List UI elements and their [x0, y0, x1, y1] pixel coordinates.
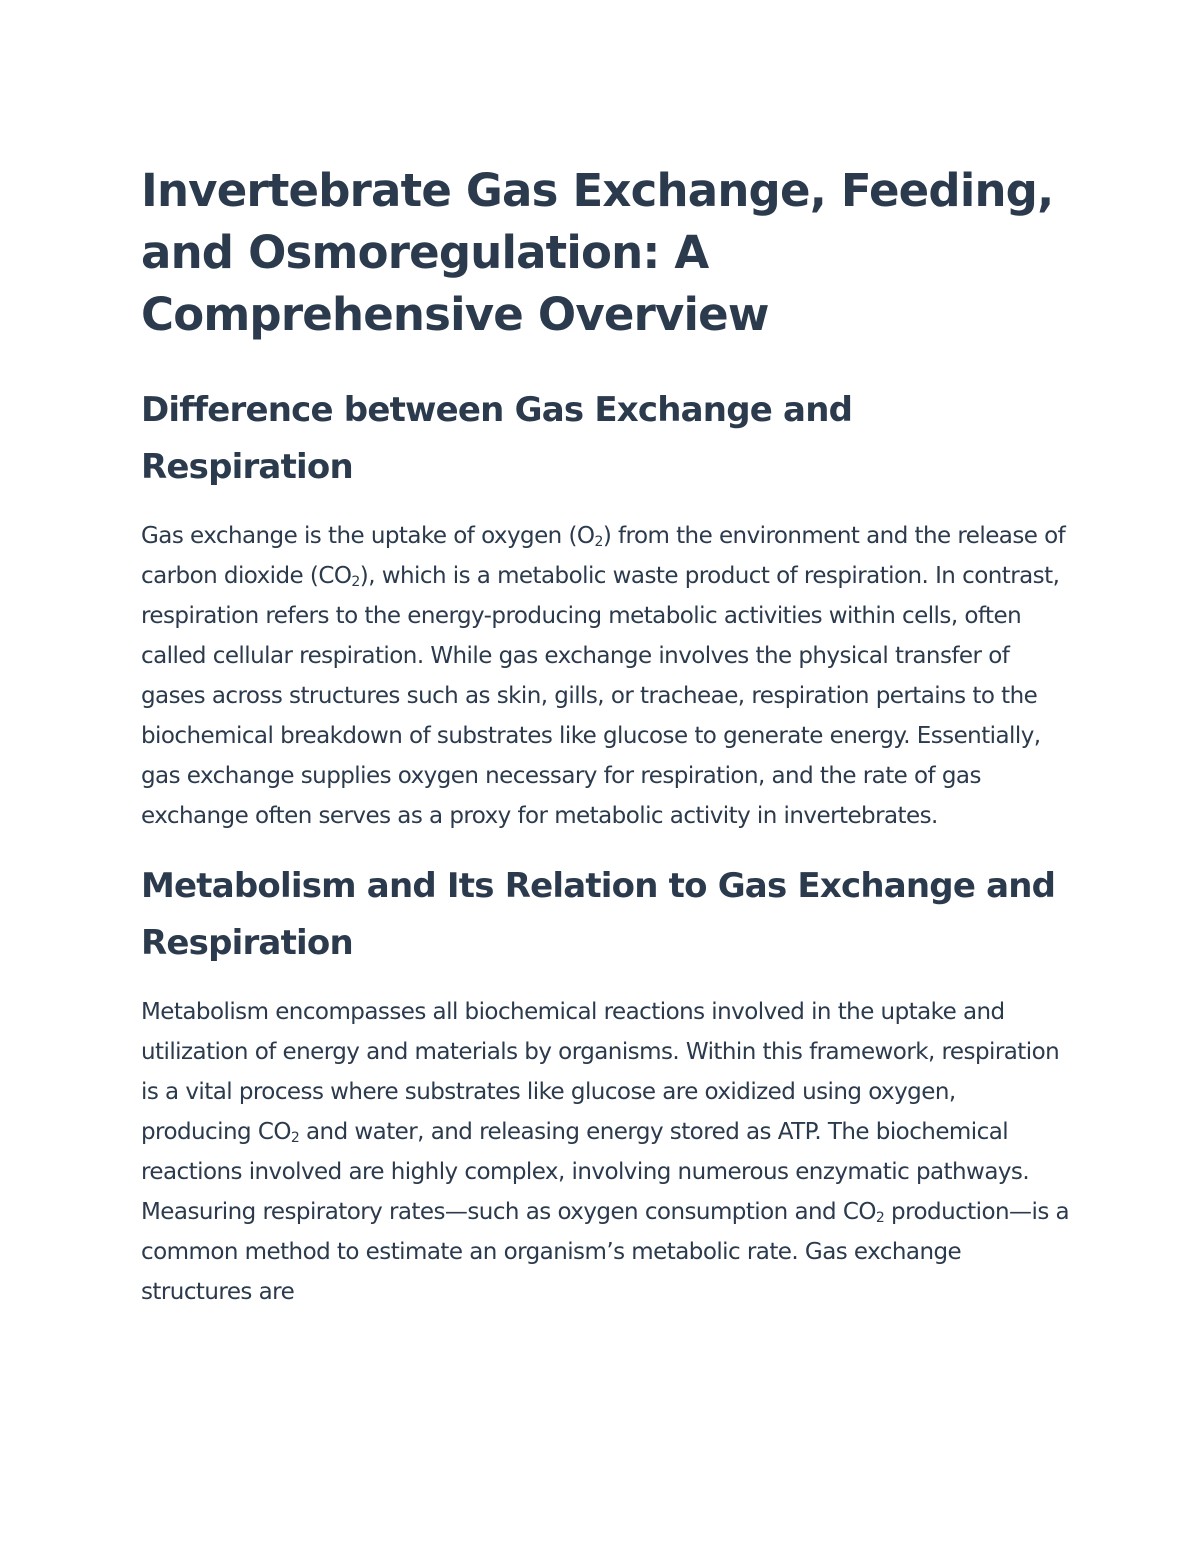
paragraph-text: production—is a common method to estimate an organism’s metabolic rate. Gas exchange structures are [141, 1199, 1070, 1305]
paragraph-text: and water, and releasing energy stored as ATP. The biochemical reactions involved are highly complex, involving numerous enzymatic pathways. Measuring respiratory rates—such as oxygen consumption and CO [141, 1119, 1030, 1225]
document-page [141, 160, 1071, 1312]
paragraph-text: Gas exchange is the uptake of oxygen (O [141, 523, 595, 549]
section-paragraph [141, 992, 1071, 1312]
subscript: 2 [351, 574, 360, 590]
subscript: 2 [290, 1130, 300, 1146]
paragraph-text: ), which is a metabolic waste product of respiration. In contrast, respiration refers to the energy-producing metabolic activities within cells, often called cellular respiration. While gas exchange involves the physical transfer of gases across structures such as skin, gills, or tracheae, respiration pertains to the biochemical breakdown of substrates like glucose to generate energy. Essentially, gas exchange supplies oxygen necessary for respiration, and the rate of gas exchange often serves as a proxy for metabolic activity in invertebrates. [141, 563, 1060, 829]
document-title: Invertebrate Gas Exchange, Feeding, and Osmoregulation: A Comprehensive Overview [141, 164, 1054, 341]
section-heading: Metabolism and Its Relation to Gas Exchange and Respiration [141, 866, 1056, 963]
section-paragraph [141, 516, 1071, 836]
subscript: 2 [875, 1210, 885, 1226]
section-heading: Difference between Gas Exchange and Respiration [141, 390, 853, 487]
paragraph-text: Metabolism encompasses all biochemical reactions involved in the uptake and utilization of energy and materials by organisms. Within this framework, respiration is a vital process where substrates like glucose are oxidized using oxygen, producing CO [141, 999, 1060, 1145]
paragraph-text: ) from the environment and the release of carbon dioxide (CO [141, 523, 1066, 589]
subscript: 2 [594, 534, 603, 550]
